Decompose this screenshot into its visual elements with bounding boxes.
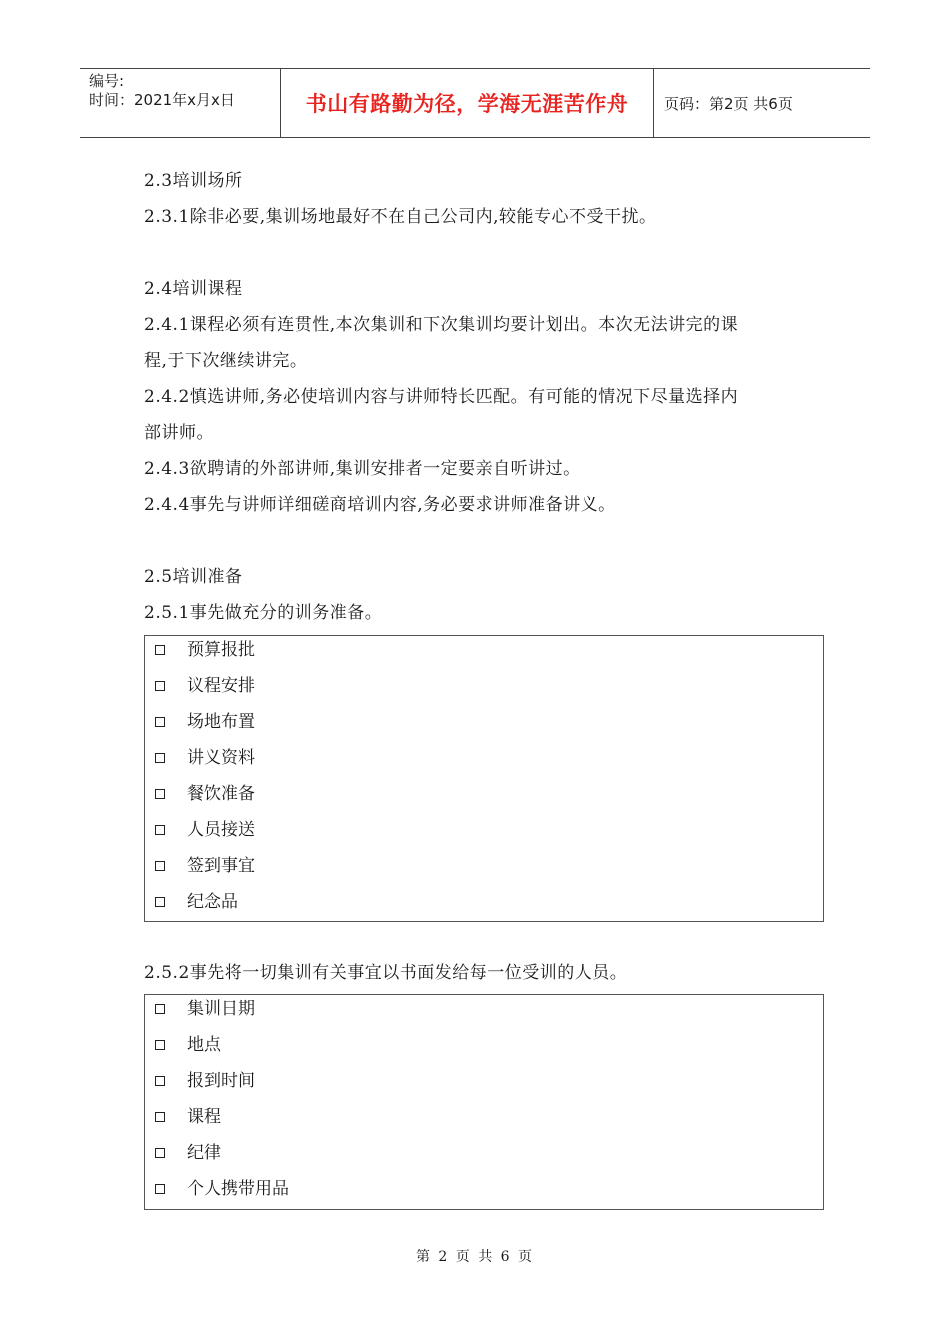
section-2-4-2-line2: 部讲师。 xyxy=(144,423,214,443)
section-2-5-1: 2.5.1事先做充分的训务准备。 xyxy=(144,603,383,623)
checklist-item-label: 地点 xyxy=(187,1035,221,1055)
section-2-3-1: 2.3.1除非必要,集训场地最好不在自己公司内,较能专心不受干扰。 xyxy=(144,207,657,227)
section-2-4-3: 2.4.3欲聘请的外部讲师,集训安排者一定要亲自听讲过。 xyxy=(144,459,581,479)
checklist-item xyxy=(155,783,255,805)
checkbox-icon xyxy=(155,681,165,691)
checklist-item xyxy=(155,1106,221,1128)
checkbox-icon xyxy=(155,1076,165,1086)
header-motto-cell xyxy=(281,69,654,137)
section-2-4-title: 2.4培训课程 xyxy=(144,279,243,299)
section-2-4-1-line1: 2.4.1课程必须有连贯性,本次集训和下次集训均要计划出。本次无法讲完的课 xyxy=(144,315,739,335)
section-2-5-title: 2.5培训准备 xyxy=(144,567,243,587)
checklist-item xyxy=(155,891,238,913)
document-time-label: 时间：2021年x月x日 xyxy=(89,91,235,109)
checkbox-icon xyxy=(155,789,165,799)
checkbox-icon xyxy=(155,825,165,835)
checklist-item xyxy=(155,639,255,661)
checklist-item xyxy=(155,1070,255,1092)
checklist-item-label: 场地布置 xyxy=(187,712,255,732)
section-2-4-2-line1: 2.4.2慎选讲师,务必使培训内容与讲师特长匹配。有可能的情况下尽量选择内 xyxy=(144,387,739,407)
checklist-item-label: 课程 xyxy=(187,1107,221,1127)
section-2-5-2: 2.5.2事先将一切集训有关事宜以书面发给每一位受训的人员。 xyxy=(144,963,628,983)
checklist-item-label: 议程安排 xyxy=(187,676,255,696)
checkbox-icon xyxy=(155,717,165,727)
checkbox-icon xyxy=(155,1148,165,1158)
header-page-info: 页码：第2页 共6页 xyxy=(664,94,793,113)
checklist-item-label: 预算报批 xyxy=(187,640,255,660)
checklist-item-label: 纪念品 xyxy=(187,892,238,912)
checklist-item xyxy=(155,819,255,841)
checkbox-icon xyxy=(155,1112,165,1122)
checklist-item xyxy=(155,855,255,877)
checklist-item xyxy=(155,1178,289,1200)
checklist-item xyxy=(155,998,255,1020)
page-footer: 第 2 页 共 6 页 xyxy=(415,1249,535,1265)
checklist-item-label: 人员接送 xyxy=(187,820,255,840)
checklist-item-label: 讲义资料 xyxy=(187,748,255,768)
section-2-4-4: 2.4.4事先与讲师详细磋商培训内容,务必要求讲师准备讲义。 xyxy=(144,495,616,515)
checklist-item-label: 餐饮准备 xyxy=(187,784,255,804)
checkbox-icon xyxy=(155,897,165,907)
document-number-label: 编号: xyxy=(89,72,125,90)
checkbox-icon xyxy=(155,1040,165,1050)
document-header xyxy=(80,68,870,138)
header-meta xyxy=(80,69,281,137)
checklist-item xyxy=(155,675,255,697)
checkbox-icon xyxy=(155,861,165,871)
checkbox-icon xyxy=(155,753,165,763)
checklist-item-label: 纪律 xyxy=(187,1143,221,1163)
preparation-checklist-box xyxy=(144,635,824,922)
notice-checklist-box xyxy=(144,994,824,1210)
section-2-3-title: 2.3培训场所 xyxy=(144,171,243,191)
checklist-item xyxy=(155,747,255,769)
checklist-item-label: 报到时间 xyxy=(187,1071,255,1091)
checklist-item xyxy=(155,1142,221,1164)
checkbox-icon xyxy=(155,1184,165,1194)
checklist-item xyxy=(155,1034,221,1056)
checkbox-icon xyxy=(155,645,165,655)
checkbox-icon xyxy=(155,1004,165,1014)
header-motto: 书山有路勤为径，学海无涯苦作舟 xyxy=(305,92,629,116)
checklist-item xyxy=(155,711,255,733)
checklist-item-label: 个人携带用品 xyxy=(187,1179,289,1199)
checklist-item-label: 集训日期 xyxy=(187,999,255,1019)
section-2-4-1-line2: 程,于下次继续讲完。 xyxy=(144,351,308,371)
checklist-item-label: 签到事宜 xyxy=(187,856,255,876)
